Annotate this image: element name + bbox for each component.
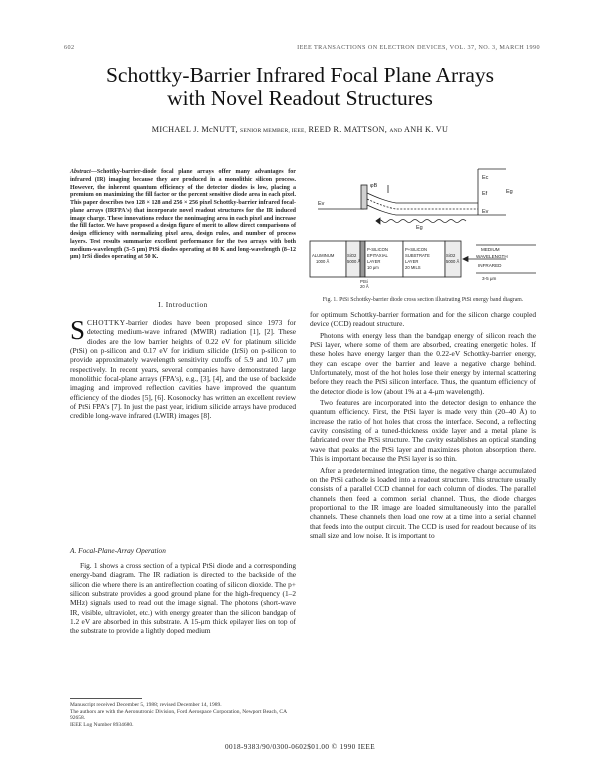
abstract-text: —Schottky-barrier-diode focal plane arrays offer many advantages for infrared (IR) imaging because they are produced in a monolithic silicon process. However, the inherent quantum efficiency of the detector diodes is low, placing a premium on maximizing the fill factor or the percent sensitive diode area in each pixel. This paper describes two 128 × 128 and 256 × 256 pixel Schottky-barrier infrared focal-plane arrays (IRFPA's) that incorporate novel readout structures for the IR induced image charge. These innovations reduce the nonimaging area in each pixel and increase the fill factor. We have proposed a design figure of merit to allow direct comparisons of design efficiency with normalizing pixel area, design rules, and number of process layers. Test results summarize excellent performance for the two arrays with both medium-wavelength (3–5 μm) PtSi diodes operating at 80 K and long-wavelength (8–12 μm) IrSi diodes operating at 50 K. [70, 169, 296, 261]
ptsi-layer-band [361, 185, 367, 209]
layer-ptsi [360, 241, 365, 277]
radiation-arrow-icon [463, 257, 468, 262]
energy-band-diagram [318, 169, 506, 224]
band-ef [367, 199, 478, 209]
footnote-affiliation: The authors are with the Aeronutronic Division, Ford Aerospace Corporation, Newport Beach, CA 92658. [70, 708, 287, 722]
layer-1-line1: ALUMINUM [312, 253, 335, 258]
layer-5-line3: LAYER [405, 259, 419, 264]
title-line-2: with Novel Readout Structures [167, 86, 433, 110]
author-1-role: SENIOR MEMBER, IEEE, [240, 128, 307, 134]
col2-paragraph-1: for optimum Schottky-barrier formation and for the silicon charge coupled device (CCD) readout structure. [310, 310, 536, 329]
drop-cap: S [70, 315, 86, 345]
layer-3-line2: 20 Å [360, 284, 369, 289]
page-number: 602 [64, 44, 75, 51]
label-eg: Eg [506, 189, 513, 195]
layer-4-line4: 10 μm [367, 265, 379, 270]
paper-title [60, 64, 540, 110]
layer-3-line1: PtSi [360, 279, 368, 284]
layer-5-line2: SUBSTRATE [405, 253, 430, 258]
column-2-text [310, 310, 536, 542]
author-and: AND [389, 128, 403, 134]
intro-lead-word: CHOTTKY [87, 318, 126, 327]
introduction-paragraph [70, 315, 296, 421]
band-ev [367, 205, 478, 215]
col2-paragraph-2: Photons with energy less than the bandgap energy of silicon reach the PtSi layer, where some of them are absorbed, creating energetic holes. If these holes have energy larger than the 0.22-eV Schottky-barrier energy, they can escape over the barrier and leave a negative charge behind. Unfortunately, most of the hot holes lose their energy by internal scattering before they reach the PtSi silicon interface. Thus, the quantum efficiency of the detector diode is low (about 1% at a 4-μm wavelength). [310, 330, 536, 396]
label-eg-photon: Eg [416, 225, 423, 231]
label-ef: Ef [482, 191, 488, 197]
journal-header: IEEE TRANSACTIONS ON ELECTRON DEVICES, VOL. 37, NO. 3, MARCH 1990 [297, 44, 540, 51]
radiation-label-2: WAVELENGTH [476, 254, 508, 259]
title-line-1: Schottky-Barrier Infrared Focal Plane Arrays [105, 63, 495, 87]
col2-paragraph-4: After a predetermined integration time, the negative charge accumulated on the PtSi cathode is loaded into a readout structure. This structure usually consists of a parallel CCD channel for each column of diodes. The parallel channels then feed a common serial channel. Thus, the diode charges proportional to the IR image are loaded simultaneously into the parallel channels. These channels then load one row at a time into a serial channel that feeds into the output circuit. The CCD is used for readout because of its small size and low noise. It is important to [310, 465, 536, 540]
layer-2-line2: 5000 Å [347, 259, 361, 264]
footnote-received: Manuscript received December 5, 1988; revised December 14, 1989. [70, 702, 222, 708]
layer-2-line1: SiO2 [347, 253, 357, 258]
layer-5-line4: 20 MILS [405, 265, 421, 270]
author-1: MICHAEL J. McNUTT, [151, 125, 238, 134]
layer-4-line1: P-SILICON [367, 247, 388, 252]
abstract [70, 169, 296, 262]
photon-arrow-icon [376, 218, 380, 224]
author-line [60, 125, 540, 134]
layer-5-line1: P+SILICON [405, 247, 427, 252]
footnote [70, 702, 296, 728]
col2-paragraph-3: Two features are incorporated into the detector design to enhance the quantum efficiency. First, the PtSi layer is made very thin (20–40 Å) to increase the ratio of hot holes that cross the interface. Second, a reflecting cavity consisting of a tuned-thickness oxide layer and a metal plane is fabricated over the PtSi structure. The cavity establishes an optical standing wave that peaks at the PtSi layer and maximizes photon absorption there. This is important because the PtSi layer is so thin. [310, 398, 536, 464]
radiation-label-3: INFRARED [478, 263, 502, 268]
label-phi-b: φB [370, 183, 378, 189]
layer-4-line2: EPITAXIAL [367, 253, 388, 258]
radiation-labels [476, 247, 508, 281]
figure-1 [306, 165, 538, 293]
author-3: ANH K. VU [404, 125, 449, 134]
subsection-heading-fpa-operation: A. Focal-Plane-Array Operation [70, 546, 166, 555]
photon-wave [376, 220, 466, 223]
abstract-label: Abstract [70, 169, 91, 175]
footnote-log-number: IEEE Log Number 8934680. [70, 721, 134, 728]
author-2: REED R. MATTSON, [308, 125, 388, 134]
footnote-rule [70, 698, 142, 699]
figure-1-caption: Fig. 1. PtSi Schottky-barrier diode cross section illustrating PtSi energy band diagram. [322, 297, 524, 303]
band-ec [367, 193, 478, 203]
layer-6-line1: SiO2 [446, 253, 456, 258]
label-ev-left: Ev [318, 201, 325, 207]
radiation-label-4: 3-5 μm [482, 276, 497, 281]
copyright-footer: 0018-9383/90/0300-0602$01.00 © 1990 IEEE [224, 743, 376, 751]
layer-1-line2: 1000 Å [316, 259, 330, 264]
label-ev: Ev [482, 209, 489, 215]
fpa-operation-text: Fig. 1 shows a cross section of a typical PtSi diode and a corresponding energy-band diagram. The IR radiation is directed to the backside of the silicon die where there is an antireflection coating of silicon dioxide. The p+ silicon substrate provides a good ground plane for the high-frequency (1–2 MHz) signals used to read out the image signal. The photons (short-wave IR, visible, ultraviolet, etc.) with energy greater than the silicon bandgap of 1.2 eV are absorbed in this substrate. A 15-μm thick epilayer lies on top of the substrate to provide a lightly doped medium [70, 561, 296, 636]
intro-text: -barrier diodes have been proposed since 1973 for detecting medium-wave infrared (MWIR) radiation [1], [2]. These diodes are the low barrier heights of 0.22 eV for platinum silicide (PtSi) on p-silicon and 0.17 eV for iridium silicide (IrSi) on p-silicon to provide approximately wavelength sensitivity cutoffs of 5.9 and 10.7 μm respectively. In recent years, several companies have demonstrated large monolithic focal-plane arrays (FPA's), e.g., [3], [4], and the use of backside imaging and improved reflection cavities have improved the quantum efficiency of the diodes [5], [6]. Kosonocky has written an excellent review of PtSi FPA's [7]. In just the past year, iridium silicide arrays have produced credible long-wave infrared (LWIR) images [8]. [70, 318, 296, 421]
radiation-label-1: MEDIUM [481, 247, 500, 252]
layer-4-line3: LAYER [367, 259, 381, 264]
section-heading-introduction: I. Introduction [158, 300, 208, 309]
label-ec: Ec [482, 175, 489, 181]
fpa-operation-paragraph [70, 561, 296, 636]
figure-1-diagram [306, 165, 538, 293]
layer-6-line2: 5000 Å [446, 259, 460, 264]
